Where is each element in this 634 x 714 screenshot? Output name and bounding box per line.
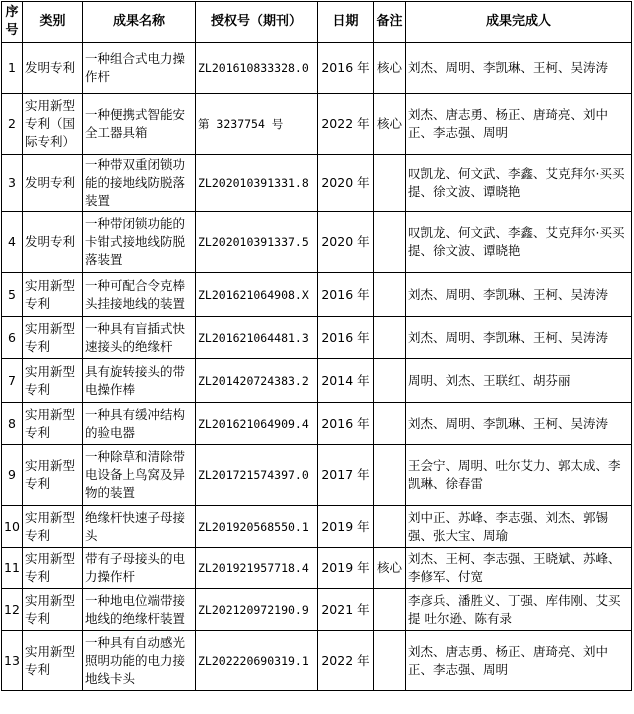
cell-note [374,273,406,317]
table-row [2,273,632,317]
cell-date: 2022 年 [318,631,374,691]
cell-name: 一种便携式智能安全工器具箱 [83,94,196,155]
table-row [2,94,632,155]
cell-people: 周明、刘杰、王联红、胡芬丽 [406,359,632,403]
cell-note: 核心 [374,548,406,589]
patent-table [1,1,632,691]
cell-no: 2 [2,94,23,155]
cell-type: 实用新型专利 [23,445,83,506]
table-row [2,548,632,589]
cell-people: 刘杰、周明、李凯琳、王柯、吴涛涛 [406,43,632,94]
header-note: 备注 [374,2,406,43]
cell-people: 刘中正、苏峰、李志强、刘杰、郭锡强、张大宝、周瑜 [406,506,632,548]
cell-type: 实用新型专利（国际专利） [23,94,83,155]
cell-auth: ZL201921957718.4 [196,548,318,589]
cell-type: 发明专利 [23,155,83,212]
header-date: 日期 [318,2,374,43]
cell-date: 2019 年 [318,506,374,548]
cell-no: 4 [2,212,23,273]
cell-name: 一种具有缓冲结构的验电器 [83,403,196,445]
cell-no: 10 [2,506,23,548]
cell-people: 叹凯龙、何文武、李鑫、艾克拜尔·买买提、徐文波、谭晓艳 [406,212,632,273]
table-row [2,445,632,506]
cell-people: 刘杰、唐志勇、杨正、唐琦亮、刘中正、李志强、周明 [406,94,632,155]
table-row [2,506,632,548]
cell-note [374,506,406,548]
table-row [2,212,632,273]
cell-auth: ZL201610833328.0 [196,43,318,94]
table-row [2,317,632,359]
cell-type: 实用新型专利 [23,631,83,691]
table-row [2,631,632,691]
cell-type: 实用新型专利 [23,589,83,631]
cell-date: 2020 年 [318,212,374,273]
header-name: 成果名称 [83,2,196,43]
cell-date: 2017 年 [318,445,374,506]
cell-people: 刘杰、唐志勇、杨正、唐琦亮、刘中正、李志强、周明 [406,631,632,691]
cell-name: 一种除草和清除带电设备上鸟窝及异物的装置 [83,445,196,506]
cell-no: 13 [2,631,23,691]
cell-no: 6 [2,317,23,359]
table-row [2,43,632,94]
cell-date: 2016 年 [318,403,374,445]
cell-people: 刘杰、周明、李凯琳、王柯、吴涛涛 [406,317,632,359]
table-row [2,589,632,631]
table-row [2,403,632,445]
cell-people: 叹凯龙、何文武、李鑫、艾克拜尔·买买提、徐文波、谭晓艳 [406,155,632,212]
cell-note [374,155,406,212]
cell-name: 一种地电位端带接地线的绝缘杆装置 [83,589,196,631]
cell-note [374,317,406,359]
cell-auth: 第 3237754 号 [196,94,318,155]
cell-date: 2022 年 [318,94,374,155]
cell-no: 9 [2,445,23,506]
cell-auth: ZL201621064908.X [196,273,318,317]
cell-type: 实用新型专利 [23,273,83,317]
cell-people: 刘杰、周明、李凯琳、王柯、吴涛涛 [406,403,632,445]
cell-name: 绝缘杆快速子母接头 [83,506,196,548]
header-no: 序号 [2,2,23,43]
cell-auth: ZL202010391337.5 [196,212,318,273]
cell-type: 发明专利 [23,43,83,94]
table-row [2,155,632,212]
cell-type: 实用新型专利 [23,403,83,445]
cell-note [374,403,406,445]
cell-type: 发明专利 [23,212,83,273]
cell-no: 12 [2,589,23,631]
table-body [2,43,632,691]
cell-people: 王会宁、周明、吐尔艾力、郭太成、李凯琳、徐春雷 [406,445,632,506]
cell-auth: ZL201621064481.3 [196,317,318,359]
cell-type: 实用新型专利 [23,359,83,403]
cell-type: 实用新型专利 [23,548,83,589]
cell-date: 2014 年 [318,359,374,403]
cell-auth: ZL201420724383.2 [196,359,318,403]
cell-date: 2016 年 [318,317,374,359]
cell-name: 带有子母接头的电力操作杆 [83,548,196,589]
cell-auth: ZL202010391331.8 [196,155,318,212]
cell-name: 一种具有盲插式快速接头的绝缘杆 [83,317,196,359]
cell-name: 具有旋转接头的带电操作棒 [83,359,196,403]
cell-date: 2016 年 [318,43,374,94]
cell-auth: ZL201621064909.4 [196,403,318,445]
cell-auth: ZL202220690319.1 [196,631,318,691]
cell-people: 李彦兵、潘胜义、丁强、库伟刚、艾买提 吐尔逊、陈有录 [406,589,632,631]
cell-note: 核心 [374,43,406,94]
cell-name: 一种带双重闭锁功能的接地线防脱落装置 [83,155,196,212]
cell-name: 一种可配合令克棒头挂接地线的装置 [83,273,196,317]
cell-note [374,589,406,631]
cell-no: 5 [2,273,23,317]
cell-note [374,359,406,403]
cell-no: 3 [2,155,23,212]
header-people: 成果完成人 [406,2,632,43]
cell-name: 一种具有自动感光照明功能的电力接地线卡头 [83,631,196,691]
cell-note [374,212,406,273]
cell-name: 一种组合式电力操作杆 [83,43,196,94]
cell-date: 2021 年 [318,589,374,631]
header-row [2,2,632,43]
cell-note [374,445,406,506]
header-type: 类别 [23,2,83,43]
cell-no: 8 [2,403,23,445]
header-auth: 授权号（期刊） [196,2,318,43]
cell-no: 11 [2,548,23,589]
cell-auth: ZL201721574397.0 [196,445,318,506]
cell-note [374,631,406,691]
cell-auth: ZL201920568550.1 [196,506,318,548]
cell-date: 2016 年 [318,273,374,317]
cell-people: 刘杰、周明、李凯琳、王柯、吴涛涛 [406,273,632,317]
cell-auth: ZL202120972190.9 [196,589,318,631]
cell-type: 实用新型专利 [23,506,83,548]
cell-no: 1 [2,43,23,94]
cell-date: 2020 年 [318,155,374,212]
cell-type: 实用新型专利 [23,317,83,359]
table-row [2,359,632,403]
cell-name: 一种带闭锁功能的卡钳式接地线防脱落装置 [83,212,196,273]
cell-people: 刘杰、王柯、李志强、王晓斌、苏峰、李修军、付宽 [406,548,632,589]
cell-note: 核心 [374,94,406,155]
cell-no: 7 [2,359,23,403]
cell-date: 2019 年 [318,548,374,589]
